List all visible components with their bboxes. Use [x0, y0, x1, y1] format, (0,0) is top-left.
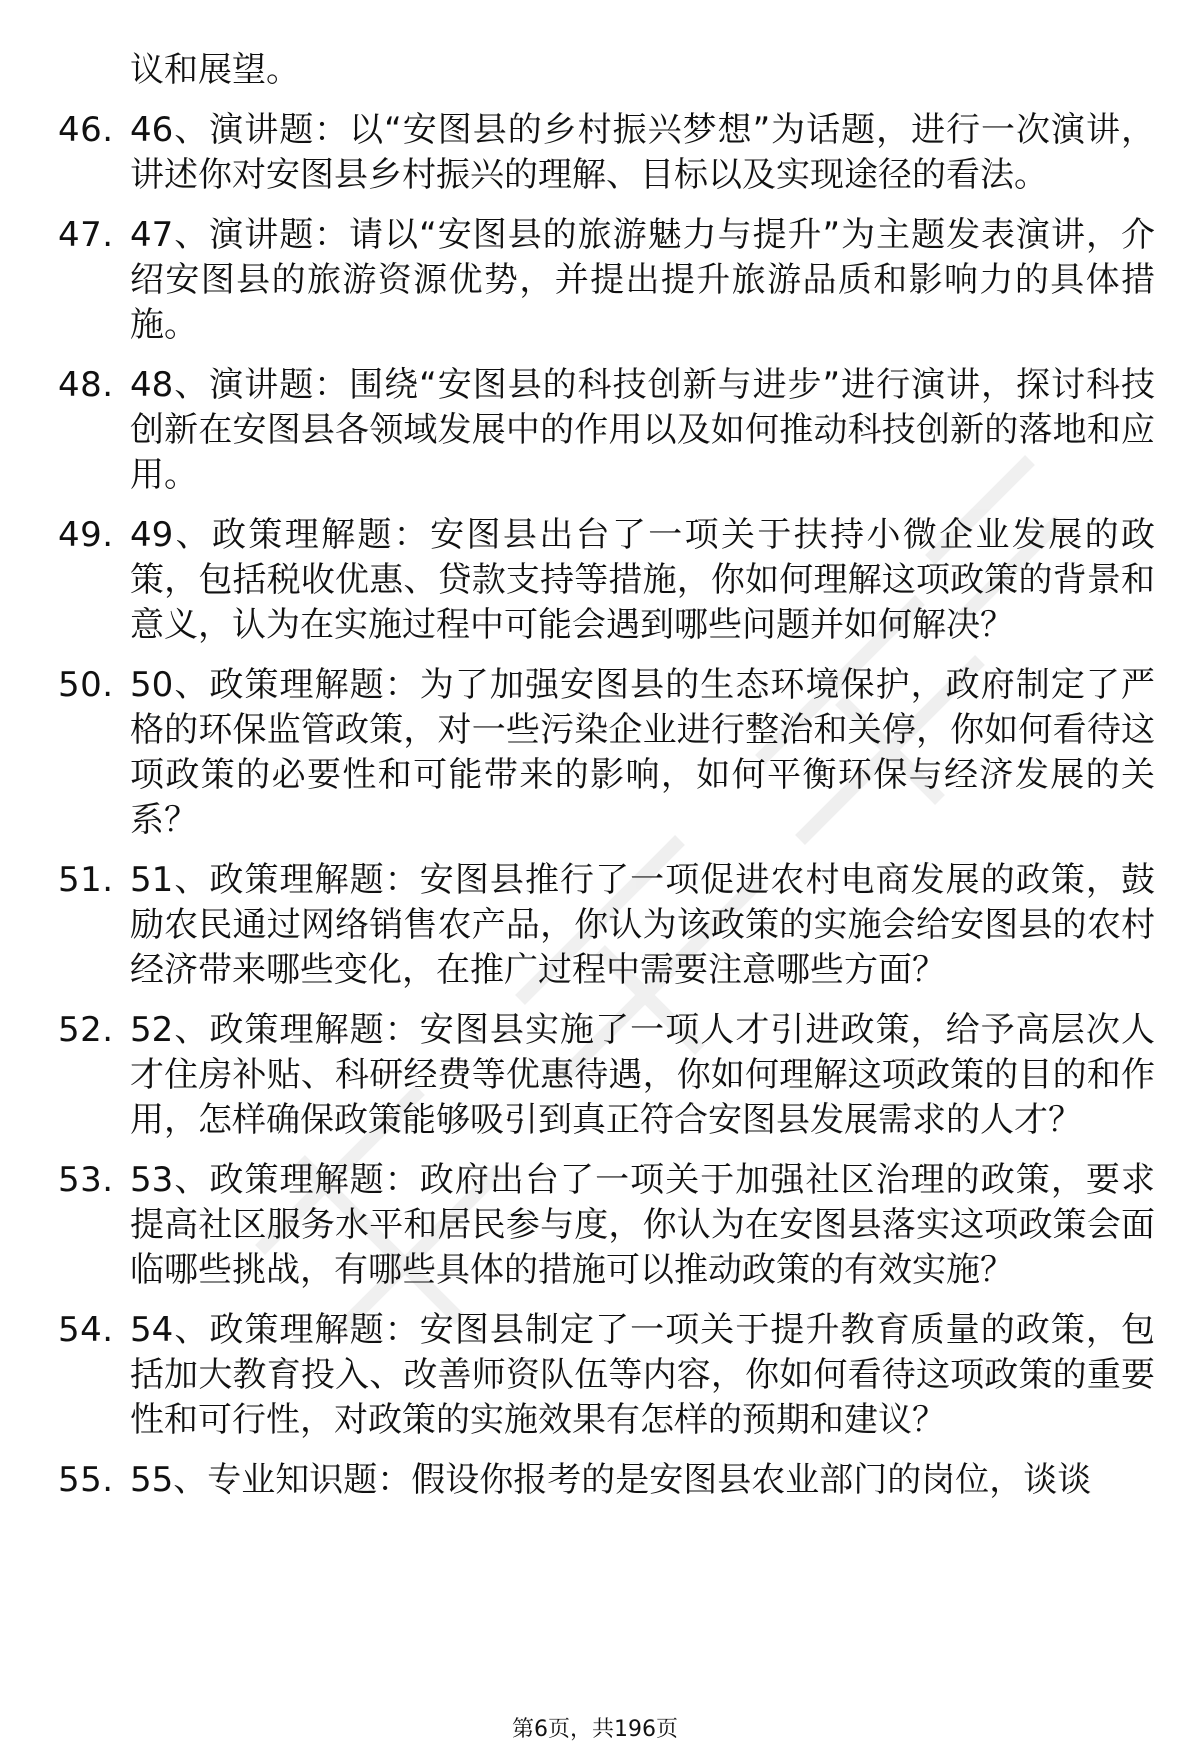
list-item — [0, 663, 1190, 843]
item-number: 49. — [58, 515, 114, 555]
item-text: 46、演讲题：以“安图县的乡村振兴梦想”为话题，进行一次演讲，讲述你对安图县乡村振兴的理解、目标以及实现途径的看法。 — [130, 110, 1155, 195]
item-number: 48. — [58, 365, 114, 405]
item-text: 48、演讲题：围绕“安图县的科技创新与进步”进行演讲，探讨科技创新在安图县各领域发展中的作用以及如何推动科技创新的落地和应用。 — [130, 365, 1155, 495]
item-number: 46. — [58, 110, 114, 150]
list-item — [0, 1008, 1190, 1143]
list-item — [0, 858, 1190, 993]
item-text: 49、政策理解题：安图县出台了一项关于扶持小微企业发展的政策，包括税收优惠、贷款支持等措施，你如何理解这项政策的背景和意义，认为在实施过程中可能会遇到哪些问题并如何解决？ — [130, 515, 1155, 645]
item-number: 55. — [58, 1460, 114, 1500]
item-text: 47、演讲题：请以“安图县的旅游魅力与提升”为主题发表演讲，介绍安图县的旅游资源优势，并提出提升旅游品质和影响力的具体措施。 — [130, 215, 1155, 345]
list-item — [0, 108, 1190, 198]
question-list — [0, 108, 1190, 1518]
item-text: 52、政策理解题：安图县实施了一项人才引进政策，给予高层次人才住房补贴、科研经费等优惠待遇，你如何理解这项政策的目的和作用，怎样确保政策能够吸引到真正符合安图县发展需求的人才？ — [130, 1010, 1155, 1140]
item-number: 53. — [58, 1160, 114, 1200]
item-text: 50、政策理解题：为了加强安图县的生态环境保护，政府制定了严格的环保监管政策，对一些污染企业进行整治和关停，你如何看待这项政策的必要性和可能带来的影响，如何平衡环保与经济发展的关系？ — [130, 665, 1155, 840]
list-item — [0, 363, 1190, 498]
list-item — [0, 1158, 1190, 1293]
page-footer: 第6页，共196页 — [512, 1717, 678, 1742]
item-number: 54. — [58, 1310, 114, 1350]
item-number: 47. — [58, 215, 114, 255]
item-number: 51. — [58, 860, 114, 900]
continuation-text: 议和展望。 — [130, 50, 300, 90]
item-text: 51、政策理解题：安图县推行了一项促进农村电商发展的政策，鼓励农民通过网络销售农产品，你认为该政策的实施会给安图县的农村经济带来哪些变化，在推广过程中需要注意哪些方面？ — [130, 860, 1155, 990]
list-item — [0, 1308, 1190, 1443]
item-text: 54、政策理解题：安图县制定了一项关于提升教育质量的政策，包括加大教育投入、改善师资队伍等内容，你如何看待这项政策的重要性和可行性，对政策的实施效果有怎样的预期和建议？ — [130, 1310, 1155, 1440]
list-item — [0, 513, 1190, 648]
list-item — [0, 213, 1190, 348]
item-number: 52. — [58, 1010, 114, 1050]
item-text: 55、专业知识题：假设你报考的是安图县农业部门的岗位，谈谈 — [130, 1460, 1092, 1500]
item-number: 50. — [58, 665, 114, 705]
list-item — [0, 1458, 1190, 1503]
item-text: 53、政策理解题：政府出台了一项关于加强社区治理的政策，要求提高社区服务水平和居民参与度，你认为在安图县落实这项政策会面临哪些挑战，有哪些具体的措施可以推动政策的有效实施？ — [130, 1160, 1155, 1290]
